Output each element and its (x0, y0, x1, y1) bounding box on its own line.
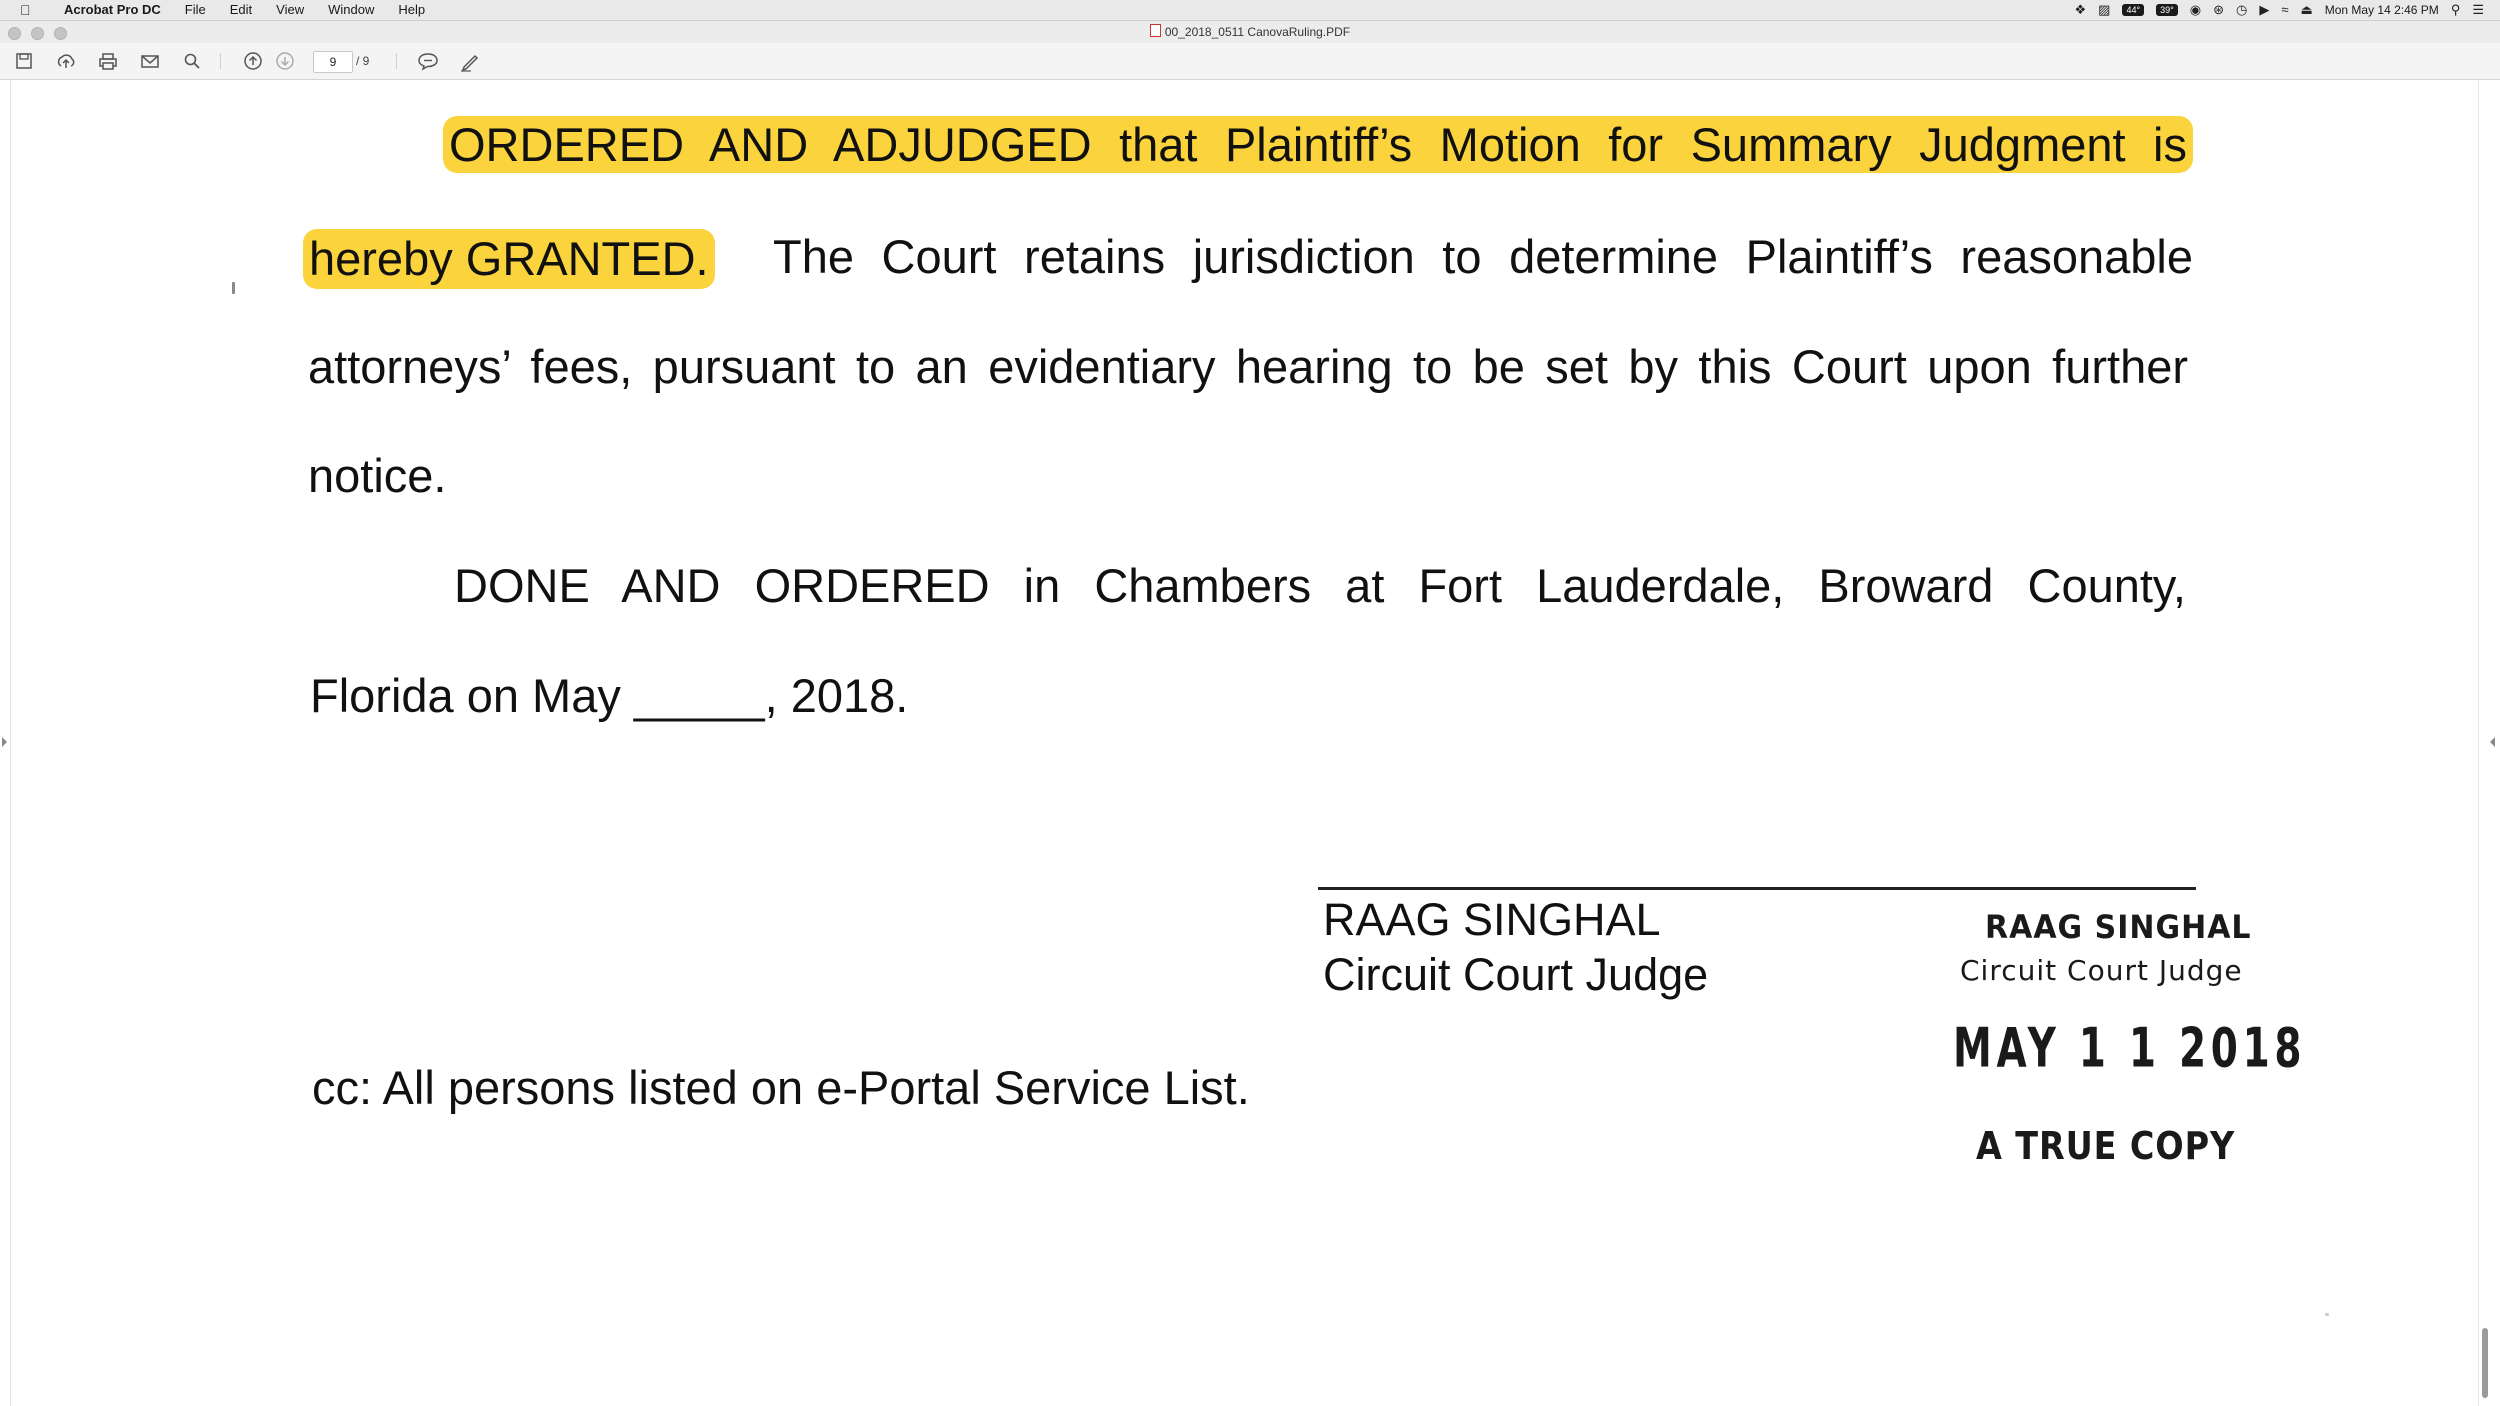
save-icon[interactable] (12, 49, 36, 73)
menu-edit[interactable]: Edit (229, 2, 253, 17)
stamp-date: MAY 1 1 2018 (1953, 1017, 2307, 1080)
done-ordered-line-2: Florida on May _____, 2018. (310, 669, 909, 722)
document-title-text: 00_2018_0511 CanovaRuling.PDF (1164, 25, 1351, 39)
wifi-icon[interactable]: ≈ (2281, 2, 2289, 17)
stamp-judge-title: Circuit Court Judge (1960, 954, 2243, 987)
email-icon[interactable] (138, 49, 162, 73)
stamp-true-copy: A TRUE COPY (1976, 1124, 2236, 1168)
comment-icon[interactable] (416, 49, 440, 73)
menu-bar (0, 0, 2500, 21)
bluetooth-icon[interactable]: ⊛ (2213, 2, 2224, 17)
temp-badge-1[interactable]: 44° (2122, 4, 2144, 16)
notification-center-icon[interactable]: ☰ (2472, 2, 2484, 17)
menu-help[interactable]: Help (398, 2, 426, 17)
eject-icon[interactable]: ⏏ (2300, 2, 2313, 17)
time-machine-icon[interactable]: ◷ (2235, 2, 2248, 17)
judge-title: Circuit Court Judge (1323, 949, 1709, 1000)
toolbar (0, 43, 2500, 80)
pdf-file-icon (1150, 24, 1161, 37)
menu-list (52, 0, 437, 20)
menu-app-name[interactable]: Acrobat Pro DC (64, 2, 161, 17)
upload-icon[interactable] (54, 49, 78, 73)
toolbar-divider (396, 53, 397, 69)
menu-view[interactable]: View (276, 2, 305, 17)
order-line-1 (443, 117, 2193, 173)
sign-icon[interactable] (458, 49, 482, 73)
highlight-granted: hereby GRANTED. (303, 229, 715, 289)
clock[interactable]: Mon May 14 2:46 PM (2324, 3, 2439, 17)
done-ordered-line-1: DONE AND ORDERED in Chambers at Fort Lauderdale, Broward County, (454, 559, 2186, 612)
order-line-3: attorneys’ fees, pursuant to an evidentiary hearing to be set by this Court upon further (308, 340, 2188, 393)
document-title (0, 21, 2500, 43)
stamp-judge-name: RAAG SINGHAL (1985, 908, 2252, 947)
vertical-scrollbar[interactable] (2482, 1328, 2488, 1398)
temp-badge-2[interactable]: 39° (2156, 4, 2178, 16)
apple-icon[interactable] (20, 0, 31, 20)
dropbox-icon[interactable]: ❖ (2074, 2, 2087, 17)
spotlight-search-icon[interactable]: ⚲ (2450, 2, 2461, 17)
print-icon[interactable] (96, 49, 120, 73)
menu-file[interactable]: File (184, 2, 206, 17)
left-pane-toggle-icon[interactable] (2, 737, 7, 747)
page-number-input[interactable]: 9 (313, 51, 353, 73)
menu-window[interactable]: Window (328, 2, 375, 17)
page-edge-right (2478, 80, 2479, 1406)
volume-icon[interactable]: ▶ (2259, 2, 2270, 17)
status-area (2075, 0, 2484, 20)
menu-extra-icon[interactable]: ▨ (2098, 2, 2111, 17)
order-line-2-rest: The Court retains jurisdiction to determine Plaintiff’s reasonable (773, 230, 2193, 283)
highlight-order-adjudged: ORDERED AND ADJUDGED that Plaintiff’s Motion for Summary Judgment is (443, 116, 2193, 173)
cc-line: cc: All persons listed on e-Portal Service List. (312, 1061, 1250, 1114)
right-pane-toggle-icon[interactable] (2490, 737, 2495, 747)
window-title-bar (0, 21, 2500, 43)
judge-name: RAAG SINGHAL (1323, 894, 1661, 945)
page-total: / 9 (356, 54, 370, 68)
page-edge-left (10, 80, 11, 1406)
order-line-2 (303, 229, 2193, 289)
creative-cloud-icon[interactable]: ◉ (2189, 2, 2202, 17)
signature-line (1318, 887, 2196, 890)
page-up-icon[interactable] (241, 49, 265, 73)
page-down-icon[interactable] (273, 49, 297, 73)
toolbar-divider (220, 53, 221, 69)
search-icon[interactable] (180, 49, 204, 73)
scan-speck (2325, 1313, 2329, 1316)
scan-speck (232, 282, 235, 294)
order-line-4: notice. (308, 449, 447, 502)
